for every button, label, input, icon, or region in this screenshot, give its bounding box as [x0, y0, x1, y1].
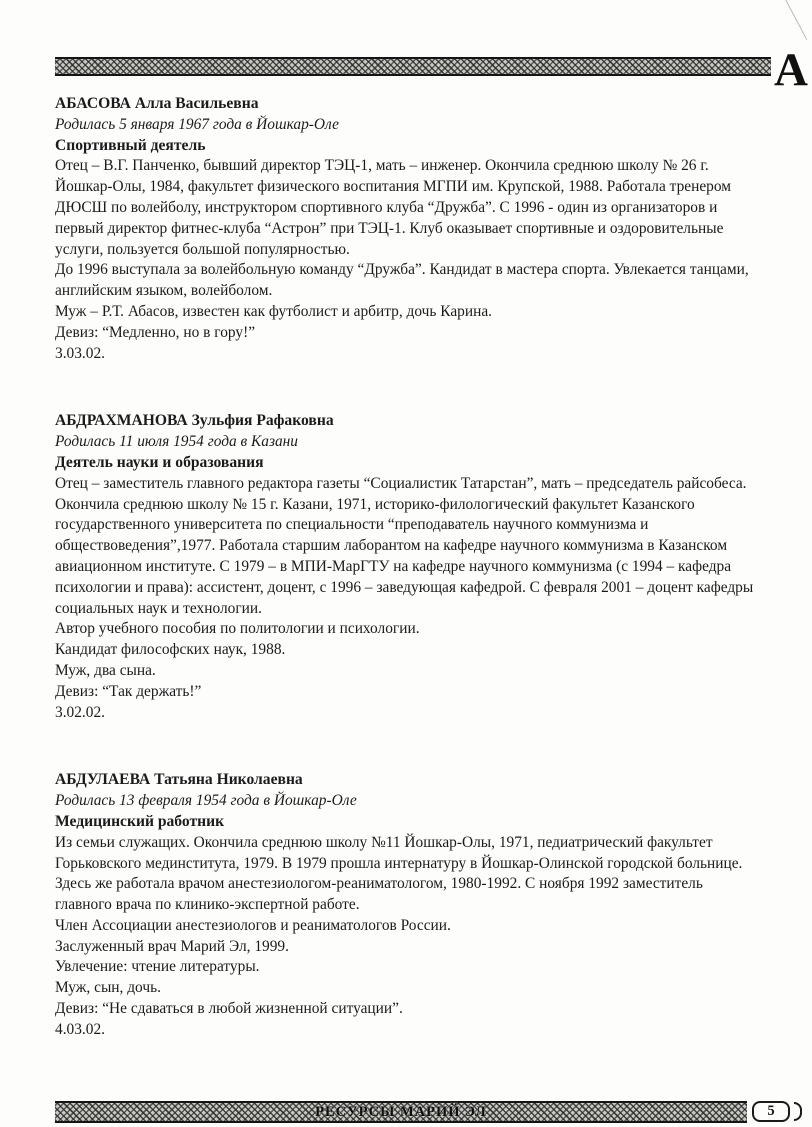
entry-category: Спортивный деятель — [55, 136, 206, 154]
entry-date: 4.03.02. — [55, 1020, 106, 1038]
entry-paragraph: Муж – Р.Т. Абасов, известен как футболист и арбитр, дочь Карина. — [55, 302, 493, 320]
footer-title: РЕСУРСЫ МАРИЙ ЭЛ — [315, 1103, 487, 1120]
entry-paragraph: Увлечение: чтение литературы. — [55, 958, 260, 976]
section-letter: А — [774, 44, 808, 96]
page-number-value: 5 — [767, 1103, 775, 1119]
entry-paragraph: Член Ассоциации анестезиологов и реаниматологов России. — [55, 916, 451, 934]
entry-abdulaeva — [55, 770, 761, 1040]
entry-paragraph: Муж, два сына. — [55, 661, 156, 679]
entry-abdrakhmanova — [55, 411, 761, 723]
entry-birth-line: Родилась 13 февраля 1954 года в Йошкар-Оле — [55, 792, 357, 810]
page-number — [752, 1101, 790, 1122]
header-ornament-bar — [55, 57, 771, 76]
entry-date: 3.03.02. — [55, 344, 106, 362]
entry-paragraph: До 1996 выступала за волейбольную команду “Дружба”. Кандидат в мастера спорта. Увлекается танцами, английским языком, волейболом. — [55, 261, 749, 300]
footer-edge-ornament — [794, 1102, 802, 1121]
entry-date: 3.02.02. — [55, 703, 106, 721]
entry-birth-line: Родилась 11 июля 1954 года в Казани — [55, 433, 298, 451]
entry-category: Деятель науки и образования — [55, 453, 264, 471]
entry-paragraph: Автор учебного пособия по политологии и психологии. — [55, 620, 420, 638]
entry-paragraph: Отец – заместитель главного редактора газеты “Социалистик Татарстан”, мать – председатель райсобеса. Окончила среднюю школу № 15 г. Казани, 1971, историко-филологический факультет Казанского государственного университета по специальности “преподаватель научного коммунизма и обществоведения”,1977. Работала старшим лаборантом на кафедре научного коммунизма в Казанском авиационном институте. С 1979 – в МПИ-МарГТУ на кафедре научного коммунизма (с 1994 – кафедра психологии и права): ассистент, доцент, с 1996 – заведующая кафедрой. С февраля 2001 – доцент кафедры социальных наук и технологии. — [55, 474, 754, 617]
scan-artifact-line — [782, 0, 807, 40]
entry-name: АБДРАХМАНОВА Зульфия Рафаковна — [55, 412, 334, 430]
entry-birth-line: Родилась 5 января 1967 года в Йошкар-Оле — [55, 115, 339, 133]
entry-paragraph: Из семьи служащих. Окончила среднюю школу №11 Йошкар-Олы, 1971, педиатрический факультет Горьковского мединститута, 1979. В 1979 прошла интернатуру в Йошкар-Олинской городской больнице. Здесь же работала врачом анестезиологом-реаниматологом, 1980-1992. С ноября 1992 заместитель главного врача по клинико-экспертной работе. — [55, 833, 743, 914]
entry-motto: Девиз: “Так держать!” — [55, 682, 202, 700]
page-content — [55, 94, 761, 1088]
entry-motto: Девиз: “Медленно, но в гору!” — [55, 323, 256, 341]
entry-paragraph: Кандидат философских наук, 1988. — [55, 641, 286, 659]
entry-motto: Девиз: “Не сдаваться в любой жизненной ситуации”. — [55, 1000, 403, 1018]
entry-category: Медицинский работник — [55, 812, 225, 830]
entry-name: АБАСОВА Алла Васильевна — [55, 95, 259, 112]
entry-name: АБДУЛАЕВА Татьяна Николаевна — [55, 771, 303, 789]
entry-paragraph: Муж, сын, дочь. — [55, 979, 161, 997]
entry-abasova — [55, 94, 761, 364]
entry-paragraph: Заслуженный врач Марий Эл, 1999. — [55, 937, 289, 955]
footer-ornament-bar — [55, 1101, 747, 1123]
entry-paragraph: Отец – В.Г. Панченко, бывший директор ТЭЦ-1, мать – инженер. Окончила среднюю школу № 26 г. Йошкар-Олы, 1984, факультет физического воспитания МГПИ им. Крупской, 1988. Работала тренером ДЮСШ по волейболу, инструктором спортивного клуба “Дружба”. С 1996 - один из организаторов и первый директор фитнес-клуба “Астрон” при ТЭЦ-1. Клуб оказывает спортивные и оздоровительные услуги, пользуется большой популярностью. — [55, 157, 731, 258]
